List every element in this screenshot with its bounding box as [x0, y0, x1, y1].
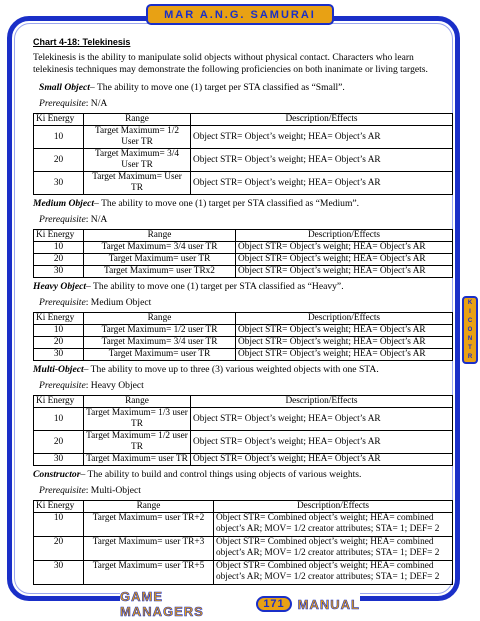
- ki-energy-cell: 20: [34, 149, 84, 172]
- prerequisite-line: [33, 297, 453, 309]
- section-heading: [33, 364, 453, 376]
- effects-cell: Object STR= Object’s weight; HEA= Object’s AR: [236, 242, 453, 254]
- prerequisite-colon: :: [85, 214, 91, 225]
- side-tab-letter: K: [467, 299, 473, 306]
- section-description: The ability to move one (1) target per STA classified as “Small”.: [96, 82, 345, 93]
- table-header-row: [34, 114, 453, 126]
- prerequisite-colon: :: [85, 380, 91, 391]
- chart-title: Chart 4-18: Telekinesis: [33, 37, 131, 47]
- table-header-row: [34, 501, 453, 513]
- section-name: Medium Object: [33, 198, 95, 209]
- header-banner-text: MAR A.N.G. SAMURAI: [164, 8, 316, 21]
- effects-cell: Object STR= Combined object’s weight; HEA= combined object’s AR; MOV= 1/2 creator attributes; STA= 1; DEF= 2: [214, 561, 453, 585]
- range-cell: Target Maximum= user TR+5: [84, 561, 214, 585]
- ki-energy-cell: 10: [34, 408, 84, 431]
- prerequisite-label: Prerequisite: [39, 214, 86, 225]
- prerequisite-colon: :: [85, 485, 91, 496]
- range-cell: Target Maximum= user TR+2: [84, 513, 214, 537]
- proficiency-table: [33, 500, 453, 585]
- prerequisite-label: Prerequisite: [39, 297, 86, 308]
- proficiency-table: [33, 395, 453, 466]
- prerequisite-label: Prerequisite: [39, 98, 86, 109]
- range-cell: Target Maximum= user TR: [84, 254, 236, 266]
- side-tab-letter: T: [468, 345, 472, 352]
- section-dash: –: [83, 364, 91, 375]
- sections: [33, 82, 453, 585]
- column-header: Range: [84, 313, 236, 325]
- prerequisite-value: Multi-Object: [90, 485, 141, 496]
- intro-paragraph: Telekinesis is the ability to manipulate solid objects without physical contact. Characters who learn telekinesis techniques may demonstrate the following proficiencies on both inanimate or living targets.: [33, 52, 428, 75]
- table-row: [34, 454, 453, 466]
- section-description: The ability to move one (1) target per STA classified as “Medium”.: [101, 198, 360, 209]
- section-name: Heavy Object: [33, 281, 87, 292]
- ki-energy-cell: 30: [34, 266, 84, 278]
- range-cell: Target Maximum= 1/2 user TR: [84, 325, 236, 337]
- table-header-row: [34, 313, 453, 325]
- table-row: [34, 254, 453, 266]
- prerequisite-line: [33, 380, 453, 392]
- prerequisite-colon: :: [85, 98, 91, 109]
- side-tab-letter: N: [467, 336, 473, 343]
- table-row: [34, 325, 453, 337]
- table-row: [34, 431, 453, 454]
- effects-cell: Object STR= Object’s weight; HEA= Object’s AR: [236, 325, 453, 337]
- table-row: [34, 149, 453, 172]
- column-header: Description/Effects: [236, 230, 453, 242]
- ki-energy-cell: 30: [34, 454, 84, 466]
- prerequisite-value: N/A: [90, 98, 108, 109]
- range-cell: Target Maximum= user TRx2: [84, 266, 236, 278]
- page-content: [33, 37, 453, 587]
- effects-cell: Object STR= Object’s weight; HEA= Object’s AR: [191, 149, 453, 172]
- prerequisite-line: [33, 214, 453, 226]
- footer-left-word: GAME MANAGERS: [120, 589, 204, 619]
- column-header: Range: [84, 396, 191, 408]
- range-cell: Target Maximum= 1/2 user TR: [84, 431, 191, 454]
- ki-energy-cell: 10: [34, 513, 84, 537]
- effects-cell: Object STR= Object’s weight; HEA= Object’s AR: [236, 254, 453, 266]
- side-tab-letter: C: [467, 317, 473, 324]
- table-row: [34, 349, 453, 361]
- table-row: [34, 266, 453, 278]
- table-row: [34, 172, 453, 195]
- footer-right-word: MANUAL: [297, 596, 360, 612]
- prerequisite-colon: :: [85, 297, 91, 308]
- section-description: The ability to build and control things using objects of various weights.: [87, 469, 362, 480]
- section-dash: –: [86, 281, 94, 292]
- section-dash: –: [94, 198, 102, 209]
- ki-energy-cell: 10: [34, 325, 84, 337]
- effects-cell: Object STR= Object’s weight; HEA= Object’s AR: [236, 337, 453, 349]
- range-cell: Target Maximum= user TR+3: [84, 537, 214, 561]
- side-tab-letter: I: [469, 308, 471, 315]
- ki-energy-cell: 20: [34, 254, 84, 266]
- effects-cell: Object STR= Combined object’s weight; HEA= combined object’s AR; MOV= 1/2 creator attributes; STA= 1; DEF= 2: [214, 537, 453, 561]
- section-dash: –: [80, 469, 88, 480]
- column-header: Ki Energy: [34, 230, 84, 242]
- prerequisite-value: Medium Object: [90, 297, 152, 308]
- table-row: [34, 513, 453, 537]
- section-name: Multi-Object: [33, 364, 84, 375]
- range-cell: Target Maximum= user TR: [84, 349, 236, 361]
- effects-cell: Object STR= Object’s weight; HEA= Object’s AR: [191, 454, 453, 466]
- proficiency-table: [33, 312, 453, 361]
- ki-energy-cell: 20: [34, 431, 84, 454]
- section-name: Constructor: [33, 469, 81, 480]
- column-header: Description/Effects: [191, 396, 453, 408]
- ki-energy-cell: 20: [34, 337, 84, 349]
- proficiency-table: [33, 113, 453, 195]
- range-cell: Target Maximum= 3/4 user TR: [84, 242, 236, 254]
- prerequisite-value: Heavy Object: [90, 380, 144, 391]
- column-header: Description/Effects: [191, 114, 453, 126]
- effects-cell: Object STR= Object’s weight; HEA= Object’s AR: [191, 408, 453, 431]
- page-number: 171: [256, 596, 291, 612]
- prerequisite-label: Prerequisite: [39, 380, 86, 391]
- section-description: The ability to move one (1) target per STA classified as “Heavy”.: [93, 281, 344, 292]
- side-tab: [462, 296, 478, 364]
- effects-cell: Object STR= Object’s weight; HEA= Object’s AR: [236, 349, 453, 361]
- effects-cell: Object STR= Object’s weight; HEA= Object’s AR: [191, 172, 453, 195]
- footer-banner: [120, 589, 360, 619]
- prerequisite-line: [33, 485, 453, 497]
- header-banner: [146, 4, 334, 25]
- range-cell: Target Maximum= 1/3 user TR: [84, 408, 191, 431]
- table-header-row: [34, 230, 453, 242]
- table-row: [34, 242, 453, 254]
- table-row: [34, 561, 453, 585]
- effects-cell: Object STR= Object’s weight; HEA= Object’s AR: [191, 431, 453, 454]
- range-cell: Target Maximum= 3/4 user TR: [84, 337, 236, 349]
- prerequisite-value: N/A: [90, 214, 108, 225]
- range-cell: Target Maximum= 3/4 User TR: [84, 149, 191, 172]
- prerequisite-label: Prerequisite: [39, 485, 86, 496]
- range-cell: Target Maximum= User TR: [84, 172, 191, 195]
- section-heading: [33, 469, 453, 481]
- proficiency-table: [33, 229, 453, 278]
- side-tab-letter: O: [467, 326, 473, 333]
- section-heading: [33, 281, 453, 293]
- prerequisite-line: [33, 98, 453, 110]
- section-description: The ability to move up to three (3) various weighted objects with one STA.: [90, 364, 379, 375]
- effects-cell: Object STR= Object’s weight; HEA= Object’s AR: [191, 126, 453, 149]
- column-header: Ki Energy: [34, 501, 84, 513]
- column-header: Description/Effects: [214, 501, 453, 513]
- table-row: [34, 408, 453, 431]
- section-heading: [33, 198, 453, 210]
- ki-energy-cell: 30: [34, 561, 84, 585]
- range-cell: Target Maximum= 1/2 User TR: [84, 126, 191, 149]
- table-header-row: [34, 396, 453, 408]
- ki-energy-cell: 10: [34, 242, 84, 254]
- column-header: Ki Energy: [34, 313, 84, 325]
- column-header: Description/Effects: [236, 313, 453, 325]
- table-row: [34, 126, 453, 149]
- effects-cell: Object STR= Object’s weight; HEA= Object’s AR: [236, 266, 453, 278]
- ki-energy-cell: 30: [34, 349, 84, 361]
- section-name: Small Object: [39, 82, 90, 93]
- section-dash: –: [89, 82, 97, 93]
- ki-energy-cell: 10: [34, 126, 84, 149]
- column-header: Range: [84, 114, 191, 126]
- effects-cell: Object STR= Combined object’s weight; HEA= combined object’s AR; MOV= 1/2 creator attributes; STA= 1; DEF= 2: [214, 513, 453, 537]
- table-row: [34, 537, 453, 561]
- table-row: [34, 337, 453, 349]
- column-header: Ki Energy: [34, 396, 84, 408]
- ki-energy-cell: 30: [34, 172, 84, 195]
- column-header: Ki Energy: [34, 114, 84, 126]
- ki-energy-cell: 20: [34, 537, 84, 561]
- section-heading: [33, 82, 453, 94]
- column-header: Range: [84, 501, 214, 513]
- side-tab-letter: R: [467, 354, 473, 361]
- range-cell: Target Maximum= user TR: [84, 454, 191, 466]
- column-header: Range: [84, 230, 236, 242]
